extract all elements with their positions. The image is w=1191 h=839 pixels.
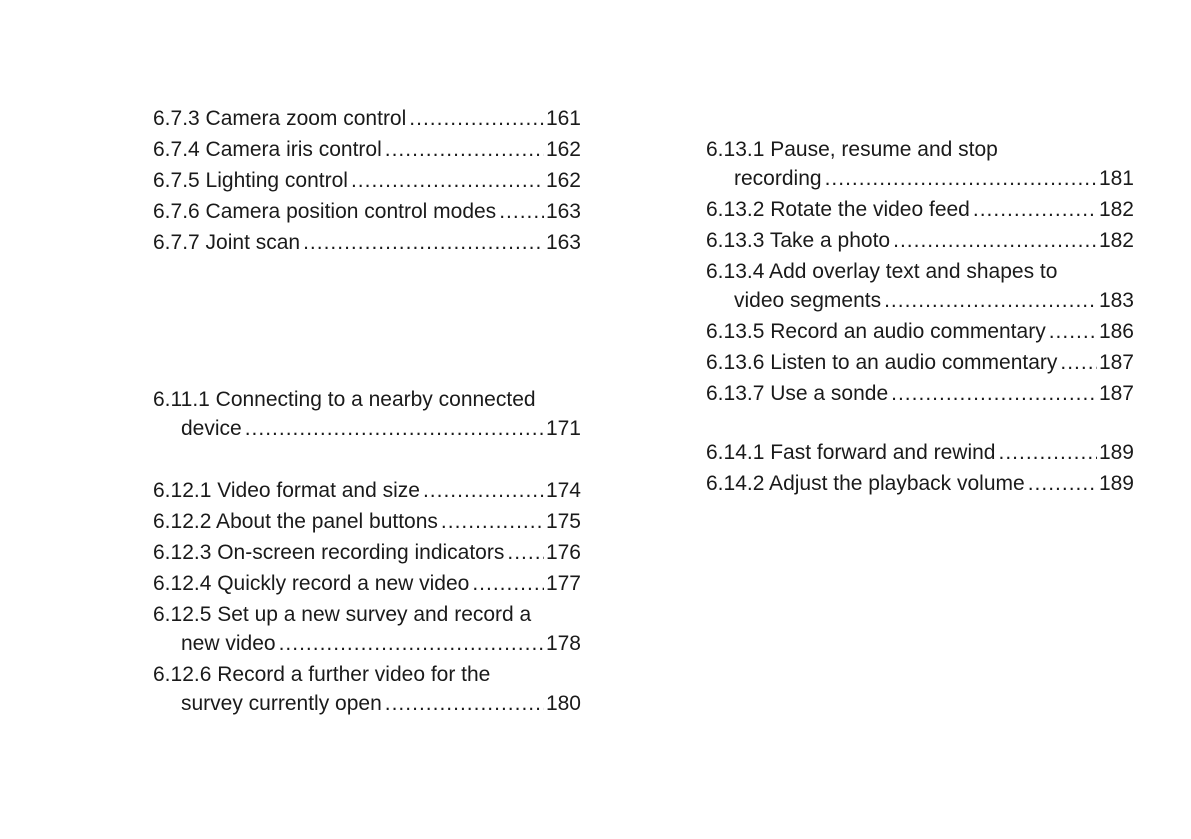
toc-page-number: 189 xyxy=(1098,472,1134,495)
toc-entry[interactable] xyxy=(153,507,581,536)
toc-right-column xyxy=(706,135,1134,500)
dot-leader xyxy=(385,689,544,718)
toc-entry[interactable] xyxy=(153,135,581,164)
toc-page-number: 186 xyxy=(1098,320,1134,343)
dot-leader xyxy=(385,135,544,164)
toc-page-number: 182 xyxy=(1098,229,1134,252)
toc-entry-title: 6.13.1 Pause, resume and stop xyxy=(706,138,998,161)
toc-entry[interactable] xyxy=(706,257,1134,315)
toc-entry-title: 6.13.2 Rotate the video feed xyxy=(706,198,970,221)
dot-leader xyxy=(423,476,544,505)
dot-leader xyxy=(303,228,544,257)
toc-entry-title-continued: device xyxy=(181,417,242,440)
dot-leader xyxy=(279,629,544,658)
toc-entry[interactable] xyxy=(153,228,581,257)
toc-entry-title: 6.7.6 Camera position control modes xyxy=(153,200,497,223)
toc-entry-title: 6.13.5 Record an audio commentary xyxy=(706,320,1046,343)
dot-leader xyxy=(1028,469,1097,498)
toc-page-number: 161 xyxy=(545,107,581,130)
toc-page-number: 171 xyxy=(545,417,581,440)
toc-entry-title: 6.7.4 Camera iris control xyxy=(153,138,382,161)
dot-leader xyxy=(409,104,544,133)
toc-entry[interactable] xyxy=(153,569,581,598)
toc-page-number: 183 xyxy=(1098,289,1134,312)
toc-entry-title-continued: video segments xyxy=(734,289,882,312)
toc-entry-title-continued: new video xyxy=(181,632,276,655)
toc-page-number: 174 xyxy=(545,479,581,502)
dot-leader xyxy=(1060,348,1097,377)
dot-leader xyxy=(472,569,544,598)
toc-page-number: 187 xyxy=(1098,382,1134,405)
toc-page-number: 163 xyxy=(545,200,581,223)
toc-entry-title: 6.13.4 Add overlay text and shapes to xyxy=(706,260,1058,283)
toc-entry[interactable] xyxy=(153,385,581,443)
toc-page-number: 189 xyxy=(1098,441,1134,464)
toc-entry-title: 6.11.1 Connecting to a nearby connected xyxy=(153,388,536,411)
dot-leader xyxy=(891,379,1097,408)
toc-entry[interactable] xyxy=(706,438,1134,467)
dot-leader xyxy=(973,195,1097,224)
toc-entry[interactable] xyxy=(153,197,581,226)
dot-leader xyxy=(499,197,544,226)
toc-group xyxy=(153,104,581,257)
toc-page-number: 163 xyxy=(545,231,581,254)
toc-entry-title: 6.12.5 Set up a new survey and record a xyxy=(153,603,532,626)
toc-entry[interactable] xyxy=(706,226,1134,255)
toc-entry[interactable] xyxy=(153,600,581,658)
toc-entry-title: 6.13.3 Take a photo xyxy=(706,229,891,252)
toc-page-number: 176 xyxy=(545,541,581,564)
toc-page-number: 175 xyxy=(545,510,581,533)
toc-entry[interactable] xyxy=(153,476,581,505)
dot-leader xyxy=(441,507,544,536)
dot-leader xyxy=(893,226,1097,255)
toc-entry[interactable] xyxy=(706,317,1134,346)
toc-entry[interactable] xyxy=(706,195,1134,224)
toc-entry-title: 6.7.7 Joint scan xyxy=(153,231,301,254)
toc-page-number: 162 xyxy=(545,169,581,192)
toc-entry-title: 6.13.6 Listen to an audio commentary xyxy=(706,351,1058,374)
toc-entry[interactable] xyxy=(706,135,1134,193)
toc-entry-title-continued: recording xyxy=(734,167,822,190)
dot-leader xyxy=(1049,317,1097,346)
toc-entry-title: 6.12.6 Record a further video for the xyxy=(153,663,491,686)
toc-entry-title: 6.7.3 Camera zoom control xyxy=(153,107,407,130)
toc-entry-title: 6.14.1 Fast forward and rewind xyxy=(706,441,996,464)
toc-entry-title: 6.14.2 Adjust the playback volume xyxy=(706,472,1025,495)
toc-entry[interactable] xyxy=(706,348,1134,377)
toc-entry-title: 6.12.1 Video format and size xyxy=(153,479,420,502)
toc-group xyxy=(153,476,581,718)
toc-entry-title: 6.7.5 Lighting control xyxy=(153,169,348,192)
toc-group xyxy=(153,385,581,443)
dot-leader xyxy=(884,286,1097,315)
dot-leader xyxy=(999,438,1097,467)
toc-entry-title: 6.13.7 Use a sonde xyxy=(706,382,889,405)
toc-entry-title: 6.12.2 About the panel buttons xyxy=(153,510,438,533)
toc-page-number: 177 xyxy=(545,572,581,595)
toc-entry[interactable] xyxy=(153,104,581,133)
toc-entry[interactable] xyxy=(153,538,581,567)
toc-group xyxy=(706,135,1134,408)
toc-entry[interactable] xyxy=(153,660,581,718)
toc-page-number: 182 xyxy=(1098,198,1134,221)
toc-group xyxy=(706,438,1134,498)
dot-leader xyxy=(507,538,544,567)
toc-page-number: 180 xyxy=(545,692,581,715)
toc-entry[interactable] xyxy=(706,469,1134,498)
dot-leader xyxy=(245,414,544,443)
toc-page-number: 187 xyxy=(1098,351,1134,374)
toc-entry-title: 6.12.4 Quickly record a new video xyxy=(153,572,470,595)
toc-entry-title-continued: survey currently open xyxy=(181,692,382,715)
toc-entry-title: 6.12.3 On-screen recording indicators xyxy=(153,541,505,564)
toc-entry[interactable] xyxy=(153,166,581,195)
toc-page-number: 178 xyxy=(545,632,581,655)
toc-page-number: 162 xyxy=(545,138,581,161)
dot-leader xyxy=(825,164,1097,193)
toc-entry[interactable] xyxy=(706,379,1134,408)
dot-leader xyxy=(351,166,544,195)
toc-page-number: 181 xyxy=(1098,167,1134,190)
toc-left-column xyxy=(153,104,581,720)
